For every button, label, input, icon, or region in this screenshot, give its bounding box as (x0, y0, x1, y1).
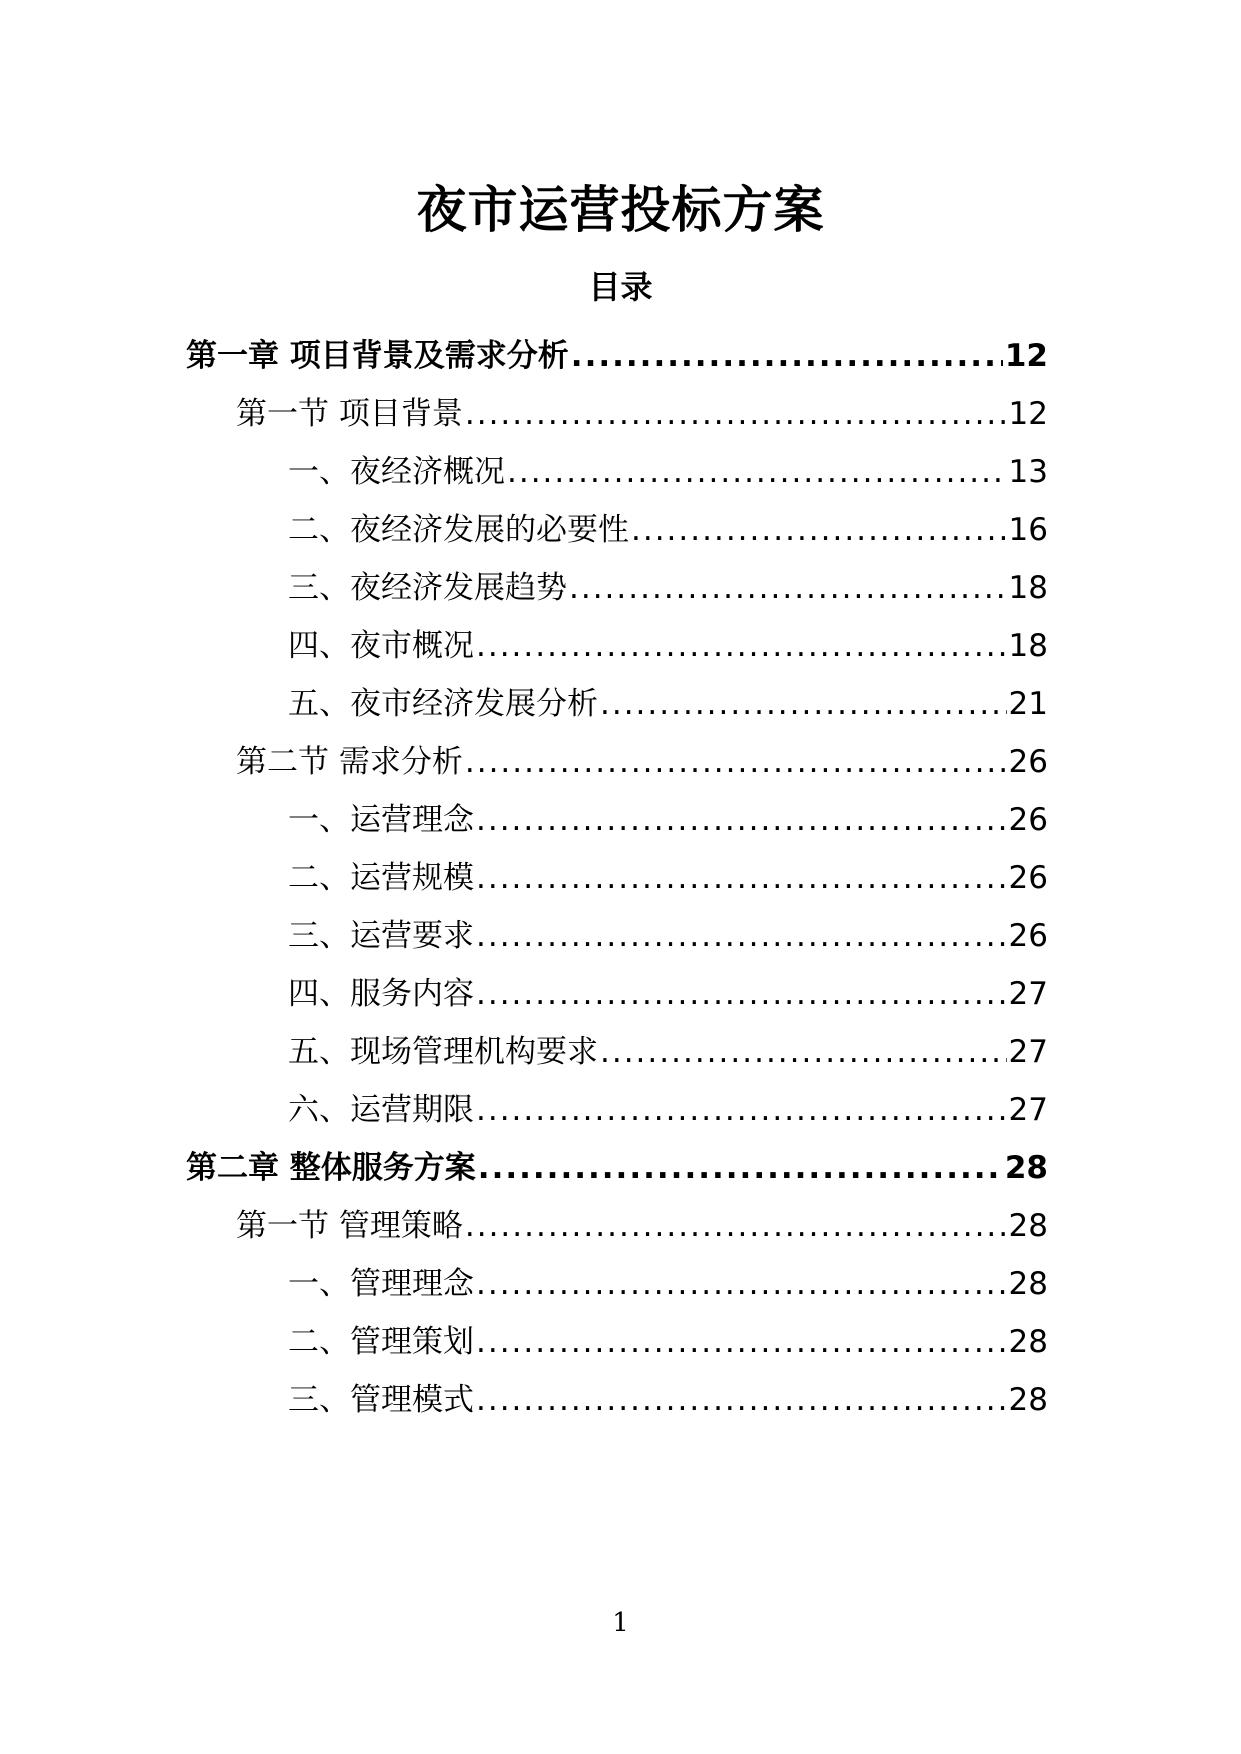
toc-leader-dots (478, 1150, 1003, 1186)
toc-entry-label: 第二节 需求分析 (236, 744, 463, 780)
toc-leader-dots (571, 338, 1003, 374)
toc-leader-dots (476, 860, 1007, 896)
toc-entry-label: 第二章 整体服务方案 (186, 1150, 476, 1186)
toc-entry[interactable] (186, 330, 1048, 374)
toc-entry-page: 28 (1008, 1382, 1048, 1418)
toc-entry[interactable] (288, 1374, 1048, 1418)
toc-leader-dots (600, 1034, 1007, 1070)
toc-entry-label: 第一节 项目背景 (236, 396, 463, 432)
page-number: 1 (612, 1608, 629, 1638)
toc-entry[interactable] (288, 1026, 1048, 1070)
toc-entry[interactable] (288, 1316, 1048, 1360)
toc-entry-label: 四、夜市概况 (288, 628, 474, 664)
toc-entry-label: 二、管理策划 (288, 1324, 474, 1360)
toc-entry-page: 27 (1008, 1034, 1048, 1070)
toc-leader-dots (465, 744, 1007, 780)
toc-entry[interactable] (288, 504, 1048, 548)
toc-leader-dots (569, 570, 1007, 606)
toc-entry-page: 12 (1008, 396, 1048, 432)
toc-leader-dots (465, 1208, 1007, 1244)
toc-entry[interactable] (288, 678, 1048, 722)
toc-entry-label: 一、夜经济概况 (288, 454, 505, 490)
toc-entry[interactable] (288, 1258, 1048, 1302)
toc-entry-label: 六、运营期限 (288, 1092, 474, 1128)
toc-entry-label: 三、夜经济发展趋势 (288, 570, 567, 606)
toc-leader-dots (465, 396, 1007, 432)
toc-leader-dots (600, 686, 1007, 722)
toc-entry[interactable] (288, 968, 1048, 1012)
toc-entry-label: 五、现场管理机构要求 (288, 1034, 598, 1070)
toc-entry-page: 27 (1008, 976, 1048, 1012)
toc-entry-page: 16 (1008, 512, 1048, 548)
toc-entry-page: 27 (1008, 1092, 1048, 1128)
toc-entry-page: 28 (1008, 1208, 1048, 1244)
toc-leader-dots (476, 976, 1007, 1012)
toc-leader-dots (476, 918, 1007, 954)
toc-entry-label: 一、运营理念 (288, 802, 474, 838)
toc-leader-dots (476, 1382, 1007, 1418)
toc-leader-dots (476, 1092, 1007, 1128)
toc-entry[interactable] (288, 446, 1048, 490)
toc-entry-label: 二、夜经济发展的必要性 (288, 512, 629, 548)
toc-entry[interactable] (288, 620, 1048, 664)
toc-entry-page: 13 (1008, 454, 1048, 490)
toc-entry-label: 第一节 管理策略 (236, 1208, 463, 1244)
toc-leader-dots (631, 512, 1007, 548)
toc-leader-dots (476, 1266, 1007, 1302)
toc-entry-page: 26 (1008, 744, 1048, 780)
toc-entry-page: 28 (1004, 1150, 1048, 1186)
document-title: 夜市运营投标方案 (416, 181, 825, 239)
toc-entry-page: 26 (1008, 918, 1048, 954)
toc-entry-page: 21 (1008, 686, 1048, 722)
toc-entry-label: 二、运营规模 (288, 860, 474, 896)
toc-entry-page: 12 (1004, 338, 1048, 374)
toc-entry[interactable] (288, 852, 1048, 896)
toc-leader-dots (507, 454, 1007, 490)
toc-entry[interactable] (288, 1084, 1048, 1128)
toc-heading: 目录 (588, 268, 653, 306)
toc-leader-dots (476, 628, 1007, 664)
toc-entry[interactable] (186, 1142, 1048, 1186)
toc-entry-label: 四、服务内容 (288, 976, 474, 1012)
toc-entry[interactable] (288, 562, 1048, 606)
toc-entry-label: 一、管理理念 (288, 1266, 474, 1302)
toc-entry-label: 五、夜市经济发展分析 (288, 686, 598, 722)
toc-entry-label: 三、运营要求 (288, 918, 474, 954)
toc-entry[interactable] (236, 388, 1048, 432)
toc-entry-label: 第一章 项目背景及需求分析 (186, 338, 569, 374)
toc-entry-page: 26 (1008, 860, 1048, 896)
toc-entry-label: 三、管理模式 (288, 1382, 474, 1418)
toc-entry-page: 26 (1008, 802, 1048, 838)
toc-entry-page: 18 (1008, 628, 1048, 664)
toc-entry[interactable] (236, 1200, 1048, 1244)
toc-entry-page: 18 (1008, 570, 1048, 606)
toc-entry-page: 28 (1008, 1266, 1048, 1302)
toc-entry[interactable] (236, 736, 1048, 780)
toc-leader-dots (476, 802, 1007, 838)
toc-leader-dots (476, 1324, 1007, 1360)
toc-entry-page: 28 (1008, 1324, 1048, 1360)
toc-entry[interactable] (288, 794, 1048, 838)
toc-entry[interactable] (288, 910, 1048, 954)
